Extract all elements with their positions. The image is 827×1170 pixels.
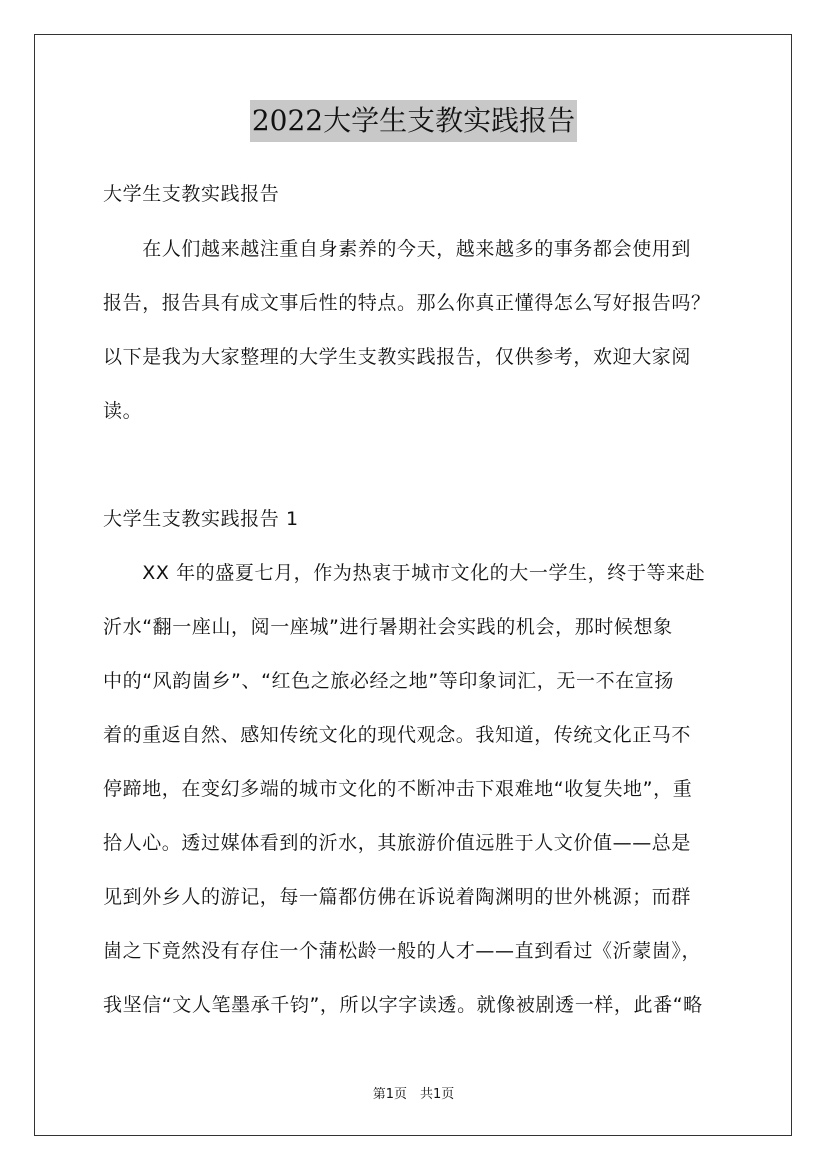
body-line-4: 着的重返自然、感知传统文化的现代观念。我知道，传统文化正马不 xyxy=(103,724,692,746)
intro-line-3: 以下是我为大家整理的大学生支教实践报告，仅供参考，欢迎大家阅 xyxy=(103,346,692,368)
page-footer: 第1页 共1页 xyxy=(372,1087,455,1102)
body-line-6: 拾人心。透过媒体看到的沂水，其旅游价值远胜于人文价值——总是 xyxy=(103,832,692,854)
intro-line-1: 在人们越来越注重自身素养的今天，越来越多的事务都会使用到 xyxy=(103,238,692,260)
body-line-2: 沂水“翻一座山，阅一座城”进行暑期社会实践的机会，那时候想象 xyxy=(103,616,673,638)
intro-line-2: 报告，报告具有成文事后性的特点。那么你真正懂得怎么写好报告吗？ xyxy=(103,292,711,314)
body-line-7: 见到外乡人的游记，每一篇都仿佛在诉说着陶渊明的世外桃源；而群 xyxy=(103,886,692,908)
body-line-8: 崮之下竟然没有存住一个蒲松龄一般的人才——直到看过《沂蒙崮》， xyxy=(103,940,702,962)
body-line-5: 停蹄地，在变幻多端的城市文化的不断冲击下艰难地“收复失地”，重 xyxy=(103,778,693,800)
document-title-wrap xyxy=(0,100,827,142)
section-heading: 大学生支教实践报告 xyxy=(103,183,280,205)
body-line-9: 我坚信“文人笔墨承千钧”，所以字字读透。就像被剧透一样，此番“略 xyxy=(103,994,703,1016)
document-title: 2022大学生支教实践报告 xyxy=(250,100,577,142)
intro-line-4: 读。 xyxy=(103,400,143,422)
body-line-1: XX 年的盛夏七月，作为热衷于城市文化的大一学生，终于等来赴 xyxy=(103,562,706,584)
report-heading: 大学生支教实践报告 1 xyxy=(103,508,299,530)
body-line-3: 中的“风韵崮乡”、“红色之旅必经之地”等印象词汇，无一不在宣扬 xyxy=(103,670,674,692)
